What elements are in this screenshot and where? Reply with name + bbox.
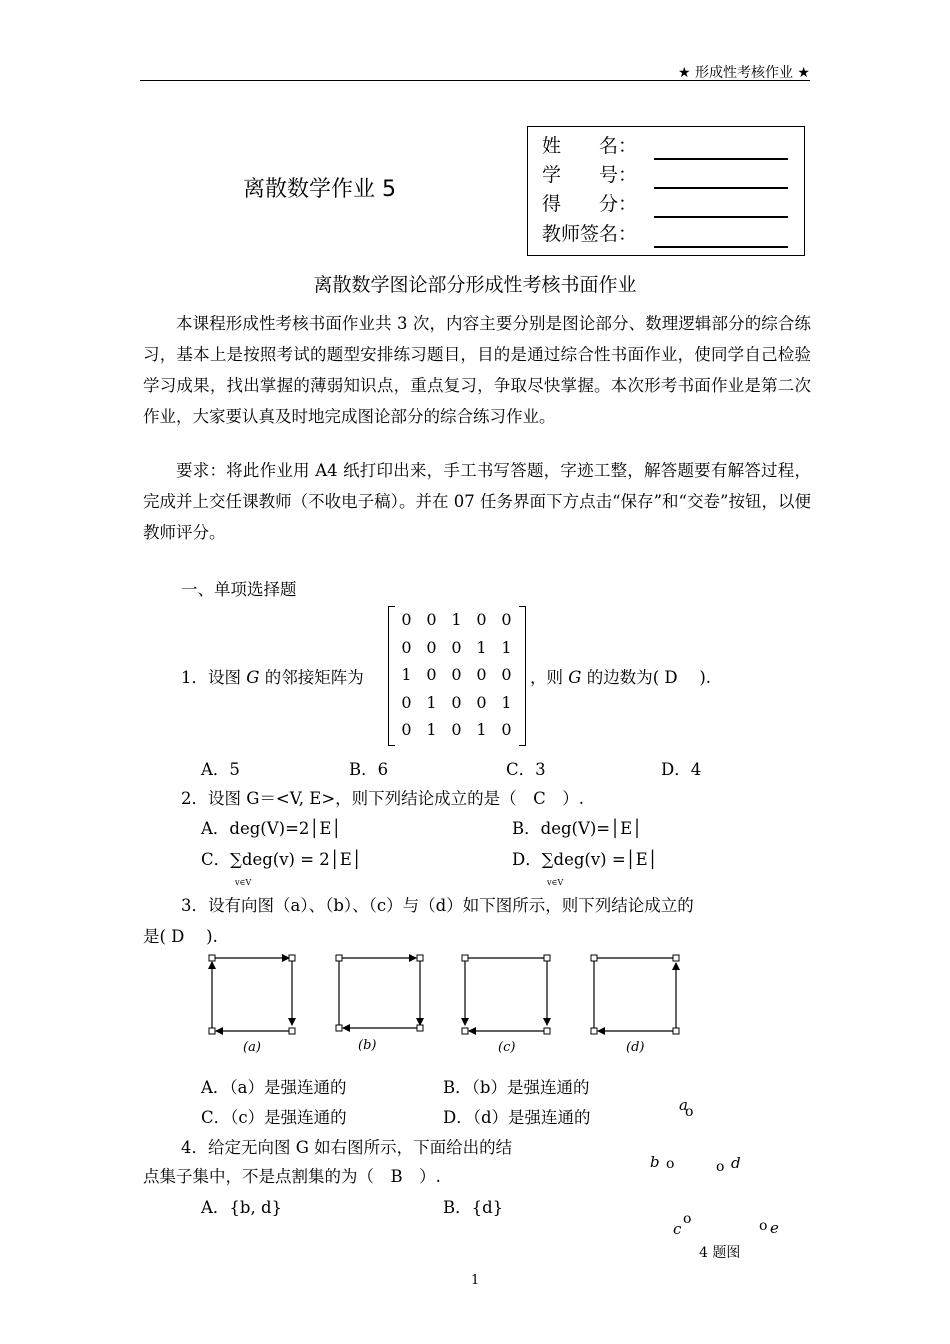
q2-option-d-subscript: v∈V [547,878,564,887]
q1-suffix-a: ，则 [530,668,563,687]
matrix-cell: 1 [501,692,512,712]
q1-option-d: D．4 [661,760,702,779]
teacher-signature-label: 教师签名： [542,223,638,245]
matrix-cell: 0 [426,637,437,657]
matrix-cell: 1 [426,720,437,740]
matrix-cell: 0 [401,637,412,657]
q1-option-a: A．5 [201,760,240,779]
q1-suffix-b: 的边数为( D ). [586,668,712,687]
matrix-cell: 0 [476,665,487,685]
requirements-paragraph: 要求：将此作业用 A4 纸打印出来，手工书写答题，字迹工整，解答题要有解答过程，完成并上交任课教师（不收电子稿）。并在 07 任务界面下方点击“保存”和“交卷”按钮，以便教师评分。 [143,461,811,542]
q1-prefix: 1．设图 [181,668,241,687]
fig-caption-c: (c) [498,1040,516,1055]
matrix-cell: 0 [501,610,512,630]
matrix-cell: 1 [401,665,412,685]
q3-stem-line1: 3．设有向图（a）、（b）、（c）与（d）如下图所示，则下列结论成立的 [181,896,694,915]
adjacency-matrix [388,604,526,746]
q4-stem-line2: 点集子集中，不是点割集的为（ B ）. [143,1167,441,1186]
matrix-cell: 0 [451,637,462,657]
q4-node-c: o [683,1211,692,1227]
teacher-signature-field[interactable] [654,246,788,248]
q4-figure-caption: 4 题图 [699,1245,741,1261]
q1-suffix [530,664,711,688]
q2-stem: 2．设图 G＝<V, E>，则下列结论成立的是（ C ）. [181,789,585,808]
q4-node-b: o [666,1156,675,1172]
q3-option-b: B．（b）是强连通的 [443,1078,590,1097]
matrix-right-bracket [519,606,526,746]
fig-caption-d: (d) [626,1040,645,1055]
matrix-cell: 0 [476,692,487,712]
q1-graph-symbol: G [246,668,260,687]
matrix-cell: 0 [401,692,412,712]
student-id-label: 学 号： [542,164,638,186]
q2-option-a: A．deg(V)=2│E│ [201,819,342,838]
name-label: 姓 名： [542,135,638,157]
matrix-cell: 0 [451,665,462,685]
q2-option-b: B．deg(V)=│E│ [512,819,643,838]
q3-option-d: D．（d）是强连通的 [443,1108,591,1127]
intro-paragraph: 本课程形成性考核书面作业共 3 次，内容主要分别是图论部分、数理逻辑部分的综合练习，基本上是按照考试的题型安排练习题目，目的是通过综合性书面作业，使同学自己检验学习成果，找出掌握的薄弱知识点，重点复习，争取尽快掌握。本次形考书面作业是第二次作业，大家要认真及时地完成图论部分的综合练习作业。 [143,314,811,426]
matrix-cell: 0 [501,665,512,685]
q2-option-c: C．∑deg(v) = 2│E│ [201,850,362,869]
q3-option-a: A．（a）是强连通的 [201,1078,347,1097]
score-label: 得 分： [542,193,638,215]
matrix-cell: 1 [476,720,487,740]
matrix-cell: 0 [451,692,462,712]
matrix-cell: 0 [501,720,512,740]
matrix-cell: 0 [426,665,437,685]
fig-caption-a: (a) [243,1040,261,1055]
matrix-table [394,606,519,744]
q3-stem-line2: 是( D ). [143,927,218,946]
student-info-box [527,126,805,256]
q1-option-b: B．6 [349,760,389,779]
document-title: 离散数学作业 5 [243,177,396,202]
q1-graph-symbol-2: G [568,668,582,687]
q4-node-d-label: d [731,1154,741,1172]
matrix-cell: 1 [476,637,487,657]
matrix-cell: 0 [401,720,412,740]
fig-caption-b: (b) [358,1038,377,1053]
q3-digraph-figures [200,948,700,1058]
q1-option-c: C．3 [506,760,546,779]
matrix-cell: 1 [426,692,437,712]
header-rule [140,80,810,81]
subtitle: 离散数学图论部分形成性考核书面作业 [313,274,637,296]
q4-node-c-label: c [673,1220,682,1238]
q1-stem [181,664,364,688]
digraph-a [209,955,295,1034]
q4-option-b: B．{d} [443,1198,504,1217]
q4-node-e-label: e [770,1219,779,1237]
name-field[interactable] [654,158,788,160]
digraph-c [462,955,550,1034]
q2-option-d: D．∑deg(v) =│E│ [512,850,658,869]
q4-stem-line1: 4．给定无向图 G 如右图所示，下面给出的结 [181,1138,513,1157]
q4-option-a: A．{b, d} [201,1198,283,1217]
matrix-cell: 0 [451,720,462,740]
page-header: ★ 形成性考核作业 ★ [677,65,810,81]
student-id-field[interactable] [654,187,788,189]
q4-node-a-label: a [679,1096,688,1114]
matrix-cell: 0 [476,610,487,630]
section-heading: 一、单项选择题 [181,580,297,599]
digraph-b [336,955,423,1031]
matrix-cell: 0 [426,610,437,630]
q4-node-e: o [759,1218,768,1234]
q4-node-d: o [716,1159,725,1175]
q4-node-b-label: b [650,1153,660,1171]
score-field[interactable] [654,216,788,218]
matrix-cell: 1 [501,637,512,657]
q4-node-a: o [685,1104,694,1120]
page-number: 1 [471,1273,480,1288]
q2-option-c-subscript: v∈V [235,878,252,887]
matrix-cell: 1 [451,610,462,630]
q1-mid: 的邻接矩阵为 [264,668,364,687]
digraph-d [591,955,679,1034]
q3-option-c: C．（c）是强连通的 [201,1108,347,1127]
matrix-cell: 0 [401,610,412,630]
